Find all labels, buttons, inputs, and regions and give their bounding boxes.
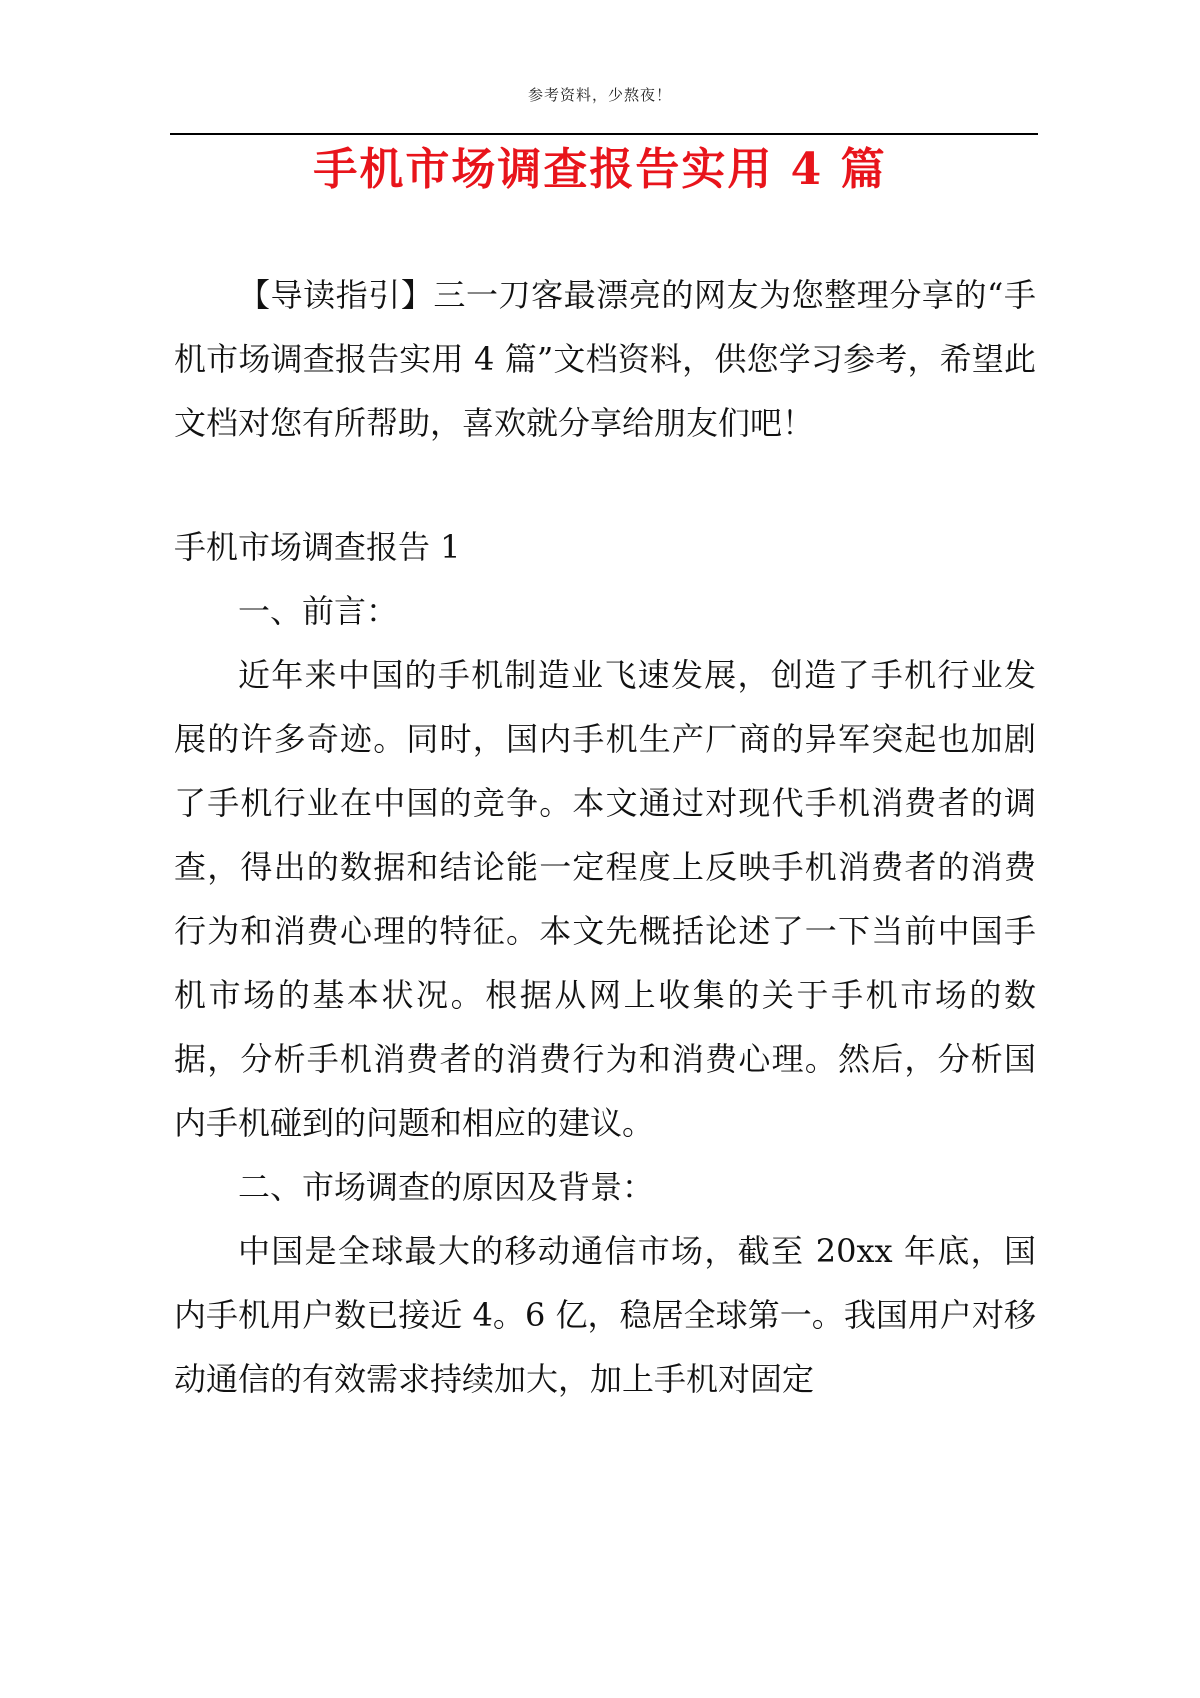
section-title-background: 二、市场调查的原因及背景： (238, 1168, 655, 1206)
document-body (174, 263, 1036, 1411)
header-note: 参考资料，少熬夜！ (527, 86, 672, 104)
paragraph-gap (174, 455, 1036, 515)
section-title-preface: 一、前言： (238, 592, 399, 630)
section-body-preface: 近年来中国的手机制造业飞速发展，创造了手机行业发展的许多奇迹。同时，国内手机生产厂商的异军突起也加剧了手机行业在中国的竞争。本文通过对现代手机消费者的调查，得出的数据和结论能一定程度上反映手机消费者的消费行为和消费心理的特征。本文先概括论述了一下当前中国手机市场的基本状况。根据从网上收集的关于手机市场的数据，分析手机消费者的消费行为和消费心理。然后，分析国内手机碰到的问题和相应的建议。 (174, 656, 1036, 1142)
section-body-background: 中国是全球最大的移动通信市场，截至 20xx 年底，国内手机用户数已接近 4。6 亿，稳居全球第一。我国用户对移动通信的有效需求持续加大，加上手机对固定 (174, 1232, 1036, 1398)
header-divider (170, 133, 1038, 135)
document-title: 手机市场调查报告实用 4 篇 (313, 144, 887, 195)
intro-paragraph: 【导读指引】三一刀客最漂亮的网友为您整理分享的“手机市场调查报告实用 4 篇”文档资料，供您学习参考，希望此文档对您有所帮助，喜欢就分享给朋友们吧！ (174, 276, 1036, 442)
report-heading: 手机市场调查报告 1 (174, 528, 461, 566)
